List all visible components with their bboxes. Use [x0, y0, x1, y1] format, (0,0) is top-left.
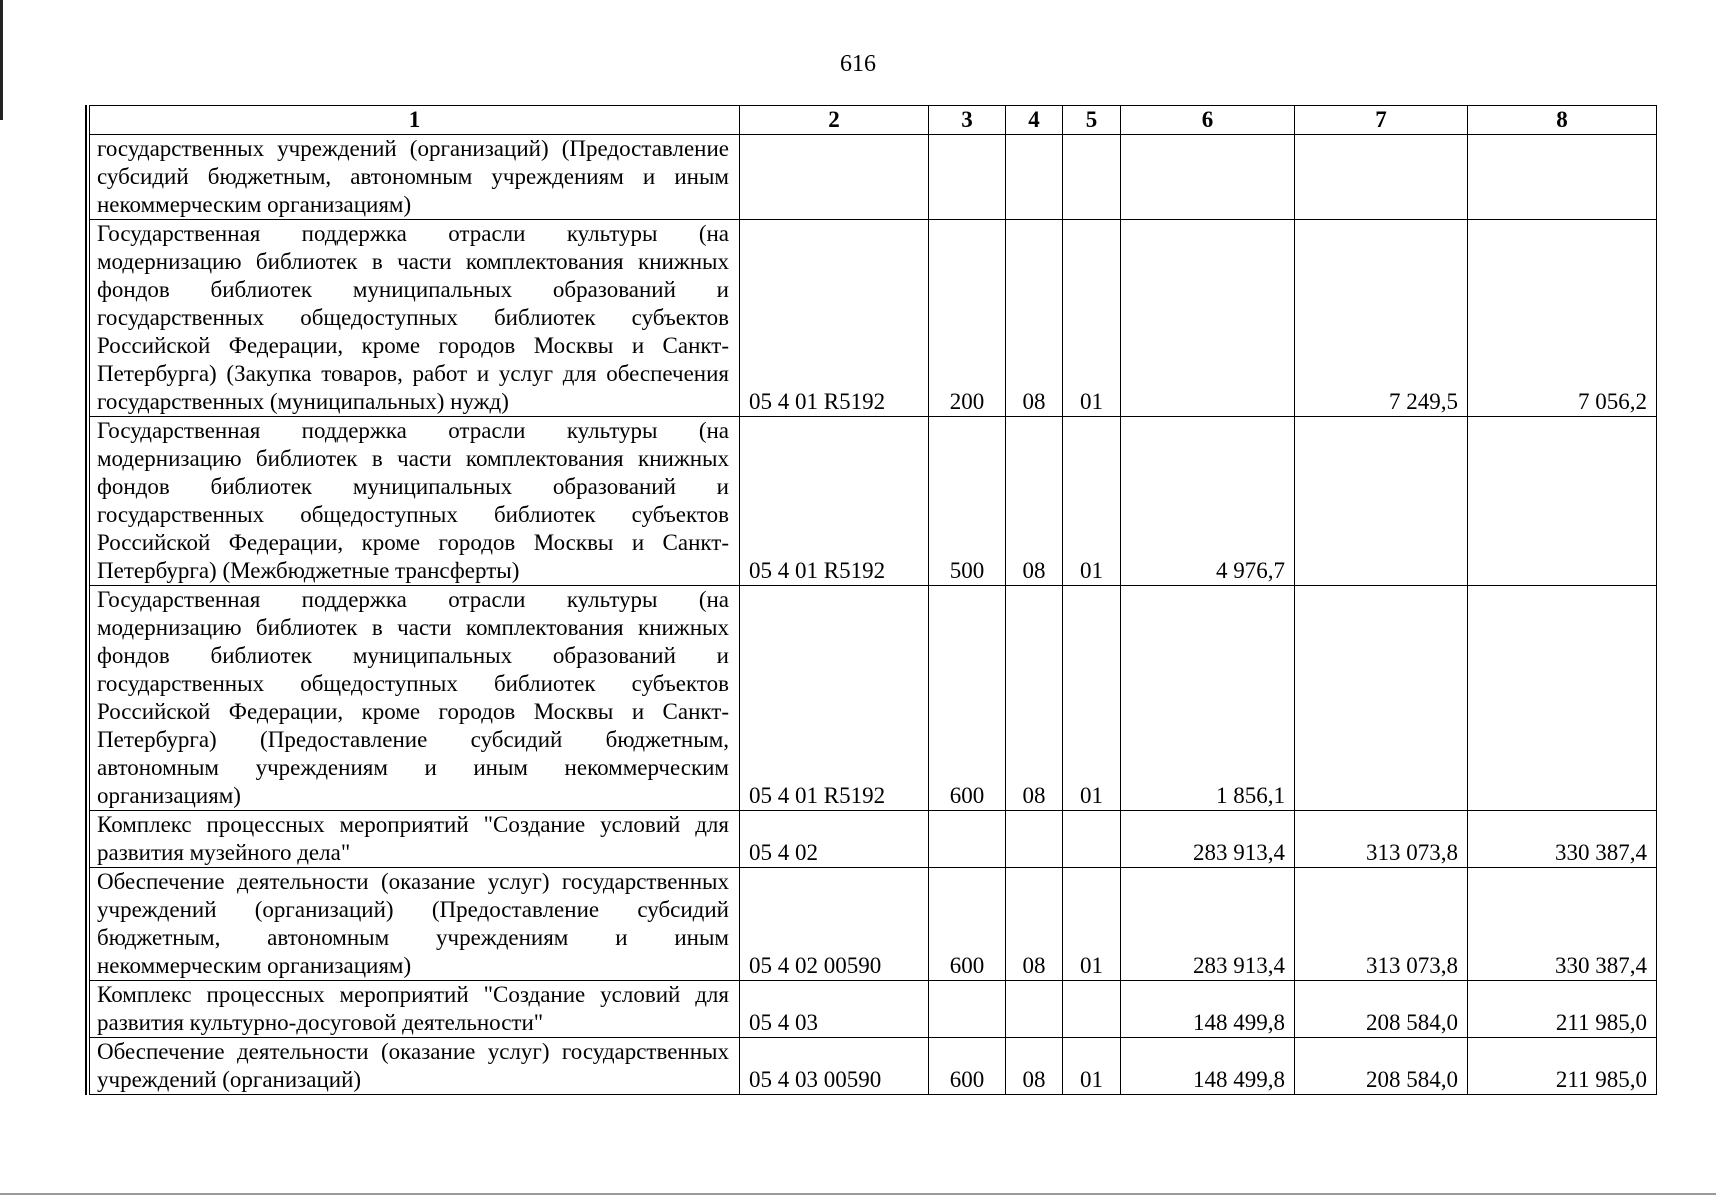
table-row — [90, 135, 1657, 220]
cell-amount-8: 211 985,0 — [1468, 981, 1657, 1038]
cell-section: 08 — [1006, 1038, 1063, 1095]
cell-subsection — [1063, 981, 1121, 1038]
cell-subsection: 01 — [1063, 417, 1121, 586]
cell-amount-8: 7 056,2 — [1468, 220, 1657, 417]
cell-subsection: 01 — [1063, 868, 1121, 981]
cell-amount-8 — [1468, 135, 1657, 220]
cell-amount-7: 208 584,0 — [1295, 981, 1468, 1038]
cell-name: Комплекс процессных мероприятий "Создание условий для развития культурно-досуговой деятельности" — [90, 981, 740, 1038]
header-col-5: 5 — [1063, 106, 1121, 135]
table-outer-border — [85, 105, 87, 1095]
table-row — [90, 981, 1657, 1038]
table-row — [90, 1038, 1657, 1095]
budget-table — [89, 105, 1657, 1095]
table-row — [90, 868, 1657, 981]
cell-section: 08 — [1006, 417, 1063, 586]
cell-section — [1006, 811, 1063, 868]
cell-expense-type: 600 — [929, 586, 1006, 811]
header-row — [90, 106, 1657, 135]
page-number: 616 — [840, 51, 876, 77]
cell-expense-type — [929, 135, 1006, 220]
table-body — [90, 135, 1657, 1095]
cell-amount-7 — [1295, 135, 1468, 220]
cell-amount-7 — [1295, 417, 1468, 586]
header-col-3: 3 — [929, 106, 1006, 135]
cell-subsection: 01 — [1063, 1038, 1121, 1095]
cell-expense-type — [929, 811, 1006, 868]
header-col-8: 8 — [1468, 106, 1657, 135]
cell-code: 05 4 01 R5192 — [740, 586, 929, 811]
cell-amount-6: 283 913,4 — [1121, 868, 1295, 981]
table-row — [90, 811, 1657, 868]
cell-name: Обеспечение деятельности (оказание услуг) государственных учреждений (организаций) (Предоставление субсидий бюджетным, автономным учреждениям и иным некоммерческим организациям) — [90, 868, 740, 981]
cell-code: 05 4 03 00590 — [740, 1038, 929, 1095]
cell-subsection — [1063, 811, 1121, 868]
cell-section: 08 — [1006, 586, 1063, 811]
cell-amount-7: 313 073,8 — [1295, 868, 1468, 981]
cell-amount-8 — [1468, 586, 1657, 811]
cell-amount-7: 7 249,5 — [1295, 220, 1468, 417]
cell-amount-8: 211 985,0 — [1468, 1038, 1657, 1095]
cell-subsection — [1063, 135, 1121, 220]
cell-code — [740, 135, 929, 220]
cell-expense-type: 500 — [929, 417, 1006, 586]
cell-section: 08 — [1006, 220, 1063, 417]
cell-amount-8: 330 387,4 — [1468, 811, 1657, 868]
cell-section — [1006, 135, 1063, 220]
cell-subsection: 01 — [1063, 220, 1121, 417]
cell-section — [1006, 981, 1063, 1038]
cell-amount-7: 208 584,0 — [1295, 1038, 1468, 1095]
cell-amount-8 — [1468, 417, 1657, 586]
header-col-2: 2 — [740, 106, 929, 135]
cell-name: Государственная поддержка отрасли культуры (на модернизацию библиотек в части комплектования книжных фондов библиотек муниципальных образований и государственных общедоступных библиотек субъектов Российской Федерации, кроме городов Москвы и Санкт-Петербурга) (Предоставление субсидий бюджетным, автономным учреждениям и иным некоммерческим организациям) — [90, 586, 740, 811]
cell-name: Государственная поддержка отрасли культуры (на модернизацию библиотек в части комплектования книжных фондов библиотек муниципальных образований и государственных общедоступных библиотек субъектов Российской Федерации, кроме городов Москвы и Санкт-Петербурга) (Закупка товаров, работ и услуг для обеспечения государственных (муниципальных) нужд) — [90, 220, 740, 417]
cell-amount-6 — [1121, 135, 1295, 220]
header-col-1: 1 — [90, 106, 740, 135]
table-row — [90, 417, 1657, 586]
header-col-4: 4 — [1006, 106, 1063, 135]
cell-amount-6 — [1121, 220, 1295, 417]
cell-expense-type: 600 — [929, 868, 1006, 981]
cell-expense-type: 200 — [929, 220, 1006, 417]
header-col-6: 6 — [1121, 106, 1295, 135]
cell-amount-6: 148 499,8 — [1121, 1038, 1295, 1095]
cell-code: 05 4 01 R5192 — [740, 417, 929, 586]
cell-code: 05 4 03 — [740, 981, 929, 1038]
cell-name: Комплекс процессных мероприятий "Создание условий для развития музейного дела" — [90, 811, 740, 868]
cell-amount-6: 283 913,4 — [1121, 811, 1295, 868]
scan-edge-bottom — [0, 1193, 1716, 1195]
cell-subsection: 01 — [1063, 586, 1121, 811]
cell-name: Государственная поддержка отрасли культуры (на модернизацию библиотек в части комплектования книжных фондов библиотек муниципальных образований и государственных общедоступных библиотек субъектов Российской Федерации, кроме городов Москвы и Санкт-Петербурга) (Межбюджетные трансферты) — [90, 417, 740, 586]
cell-amount-6: 1 856,1 — [1121, 586, 1295, 811]
cell-code: 05 4 02 — [740, 811, 929, 868]
table-row — [90, 586, 1657, 811]
cell-code: 05 4 01 R5192 — [740, 220, 929, 417]
cell-amount-7 — [1295, 586, 1468, 811]
cell-expense-type — [929, 981, 1006, 1038]
cell-expense-type: 600 — [929, 1038, 1006, 1095]
cell-amount-7: 313 073,8 — [1295, 811, 1468, 868]
cell-name: Обеспечение деятельности (оказание услуг) государственных учреждений (организаций) — [90, 1038, 740, 1095]
cell-amount-8: 330 387,4 — [1468, 868, 1657, 981]
table-row — [90, 220, 1657, 417]
cell-amount-6: 4 976,7 — [1121, 417, 1295, 586]
cell-section: 08 — [1006, 868, 1063, 981]
header-col-7: 7 — [1295, 106, 1468, 135]
cell-name: государственных учреждений (организаций) (Предоставление субсидий бюджетным, автономным учреждениям и иным некоммерческим организациям) — [90, 135, 740, 220]
cell-code: 05 4 02 00590 — [740, 868, 929, 981]
cell-amount-6: 148 499,8 — [1121, 981, 1295, 1038]
